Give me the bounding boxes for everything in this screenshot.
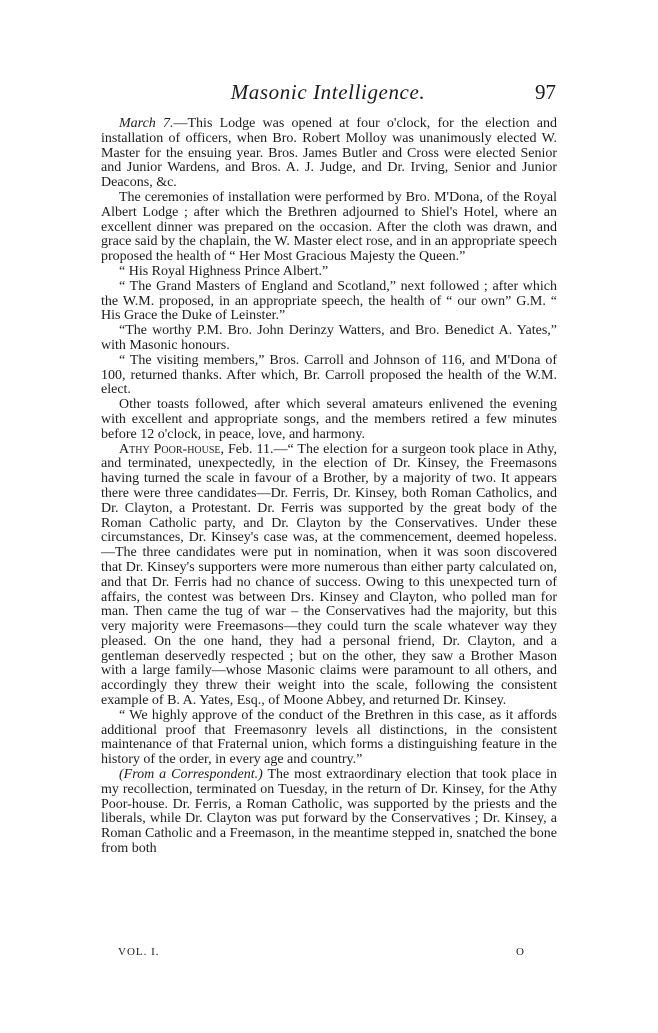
paragraph-text: “ We highly approve of the conduct of the Brethren in this case, as it affords additional proof that Freemasonry levels all distinctions, in the consistent maintenance of that Fraternal union, which forms a distinguishing feature in the history of the order, in every age and country.” bbox=[101, 707, 557, 768]
paragraph bbox=[101, 280, 557, 324]
paragraph-text: The most extraordinary election that took place in my recollection, terminated on Tuesday, in the return of Dr. Kinsey, for the Athy Poor-house. Dr. Ferris, a Roman Catholic, was supported by the priests and the liberals, while Dr. Clayton was put forward by the Conservatives ; Dr. Kinsey, a Roman Catholic and a Freemason, in the meantime stepped in, snatched the bone from both bbox=[101, 767, 557, 857]
volume-label: VOL. I. bbox=[118, 946, 160, 958]
paragraph-text: “The worthy P.M. Bro. John Derinzy Watters, and Bro. Benedict A. Yates,” with Masonic honours. bbox=[101, 323, 557, 353]
paragraph bbox=[101, 443, 557, 709]
paragraph-text: —This Lodge was opened at four o'clock, for the election and installation of officers, when Bro. Robert Molloy was unanimously elected W. Master for the ensuing year. Bros. James Butler and Cross were elected Senior and Junior Wardens, and Bros. A. J. Judge, and Dr. Irving, Senior and Junior Deacons, &c. bbox=[101, 116, 557, 191]
paragraph bbox=[101, 265, 557, 280]
page-footer bbox=[118, 946, 524, 962]
paragraph bbox=[101, 117, 557, 191]
paragraph bbox=[101, 709, 557, 768]
paragraph-text: “ The Grand Masters of England and Scotland,” next followed ; after which the W.M. proposed, in an appropriate speech, the health of “ our own” G.M. “ His Grace the Duke of Leinster.” bbox=[101, 278, 557, 324]
paragraph-text: Feb. 11.—“ The election for a surgeon took place in Athy, and terminated, unexpectedly, in the election of Dr. Kinsey, the Freemasons having turned the scale in favour of a Brother, by a majority of two. It appears there were three candidates—Dr. Ferris, Dr. Kinsey, both Roman Catholics, and Dr. Clayton, a Protestant. Dr. Ferris was supported by the great body of the Roman Catholic party, and Dr. Clayton by the Conservatives. Under these circumstances, Dr. Kinsey's case was, at the commencement, deemed hopeless.—The three candidates were put in nomination, when it was soon discovered that Dr. Kinsey's supporters were more numerous than either party calculated on, and that Dr. Ferris had no chance of success. Owing to this unexpected turn of affairs, the contest was between Drs. Kinsey and Clayton, who polled man for man. Then came the tug of war – the Conservatives had the majority, but this very majority were Freemasons—they could turn the scale whatever way they pleased. On the one hand, they had a personal friend, Dr. Clayton, and a gentleman deservedly respected ; but on the other, they saw a Brother Mason with a large family—whose Masonic claims were paramount to all others, and accordingly they threw their weight into the scale, following the consistent example of B. A. Yates, Esq., of Moone Abbey, and returned Dr. Kinsey. bbox=[101, 441, 557, 709]
paragraph-lead: (From a Correspondent.) bbox=[119, 767, 263, 783]
paragraph bbox=[101, 768, 557, 857]
paragraph bbox=[101, 324, 557, 354]
running-title: Masonic Intelligence. bbox=[230, 80, 426, 104]
paragraph bbox=[101, 354, 557, 398]
page-header bbox=[100, 80, 556, 110]
paragraph-text: “ The visiting members,” Bros. Carroll and Johnson of 116, and M'Dona of 100, returned thanks. After which, Br. Carroll proposed the health of the W.M. elect. bbox=[101, 352, 557, 398]
article-body bbox=[101, 117, 557, 857]
paragraph-lead: Athy Poor-house, bbox=[119, 441, 225, 457]
paragraph bbox=[101, 398, 557, 442]
paragraph-text: The ceremonies of installation were performed by Bro. M'Dona, of the Royal Albert Lodge ; after which the Brethren adjourned to Shiel's Hotel, where an excellent dinner was prepared on the occasion. After the cloth was drawn, and grace said by the chaplain, the W. Master elect rose, and in an appropriate speech proposed the health of “ Her Most Gracious Majesty the Queen.” bbox=[101, 189, 557, 265]
page-number: 97 bbox=[535, 80, 556, 104]
signature-mark: O bbox=[516, 946, 524, 958]
paragraph-text: “ His Royal Highness Prince Albert.” bbox=[119, 263, 329, 279]
paragraph-lead: March 7. bbox=[119, 116, 174, 131]
paragraph bbox=[101, 191, 557, 265]
paragraph-text: Other toasts followed, after which several amateurs enlivened the evening with excellent and appropriate songs, and the members retired a few minutes before 12 o'clock, in peace, love, and harmony. bbox=[101, 397, 557, 442]
